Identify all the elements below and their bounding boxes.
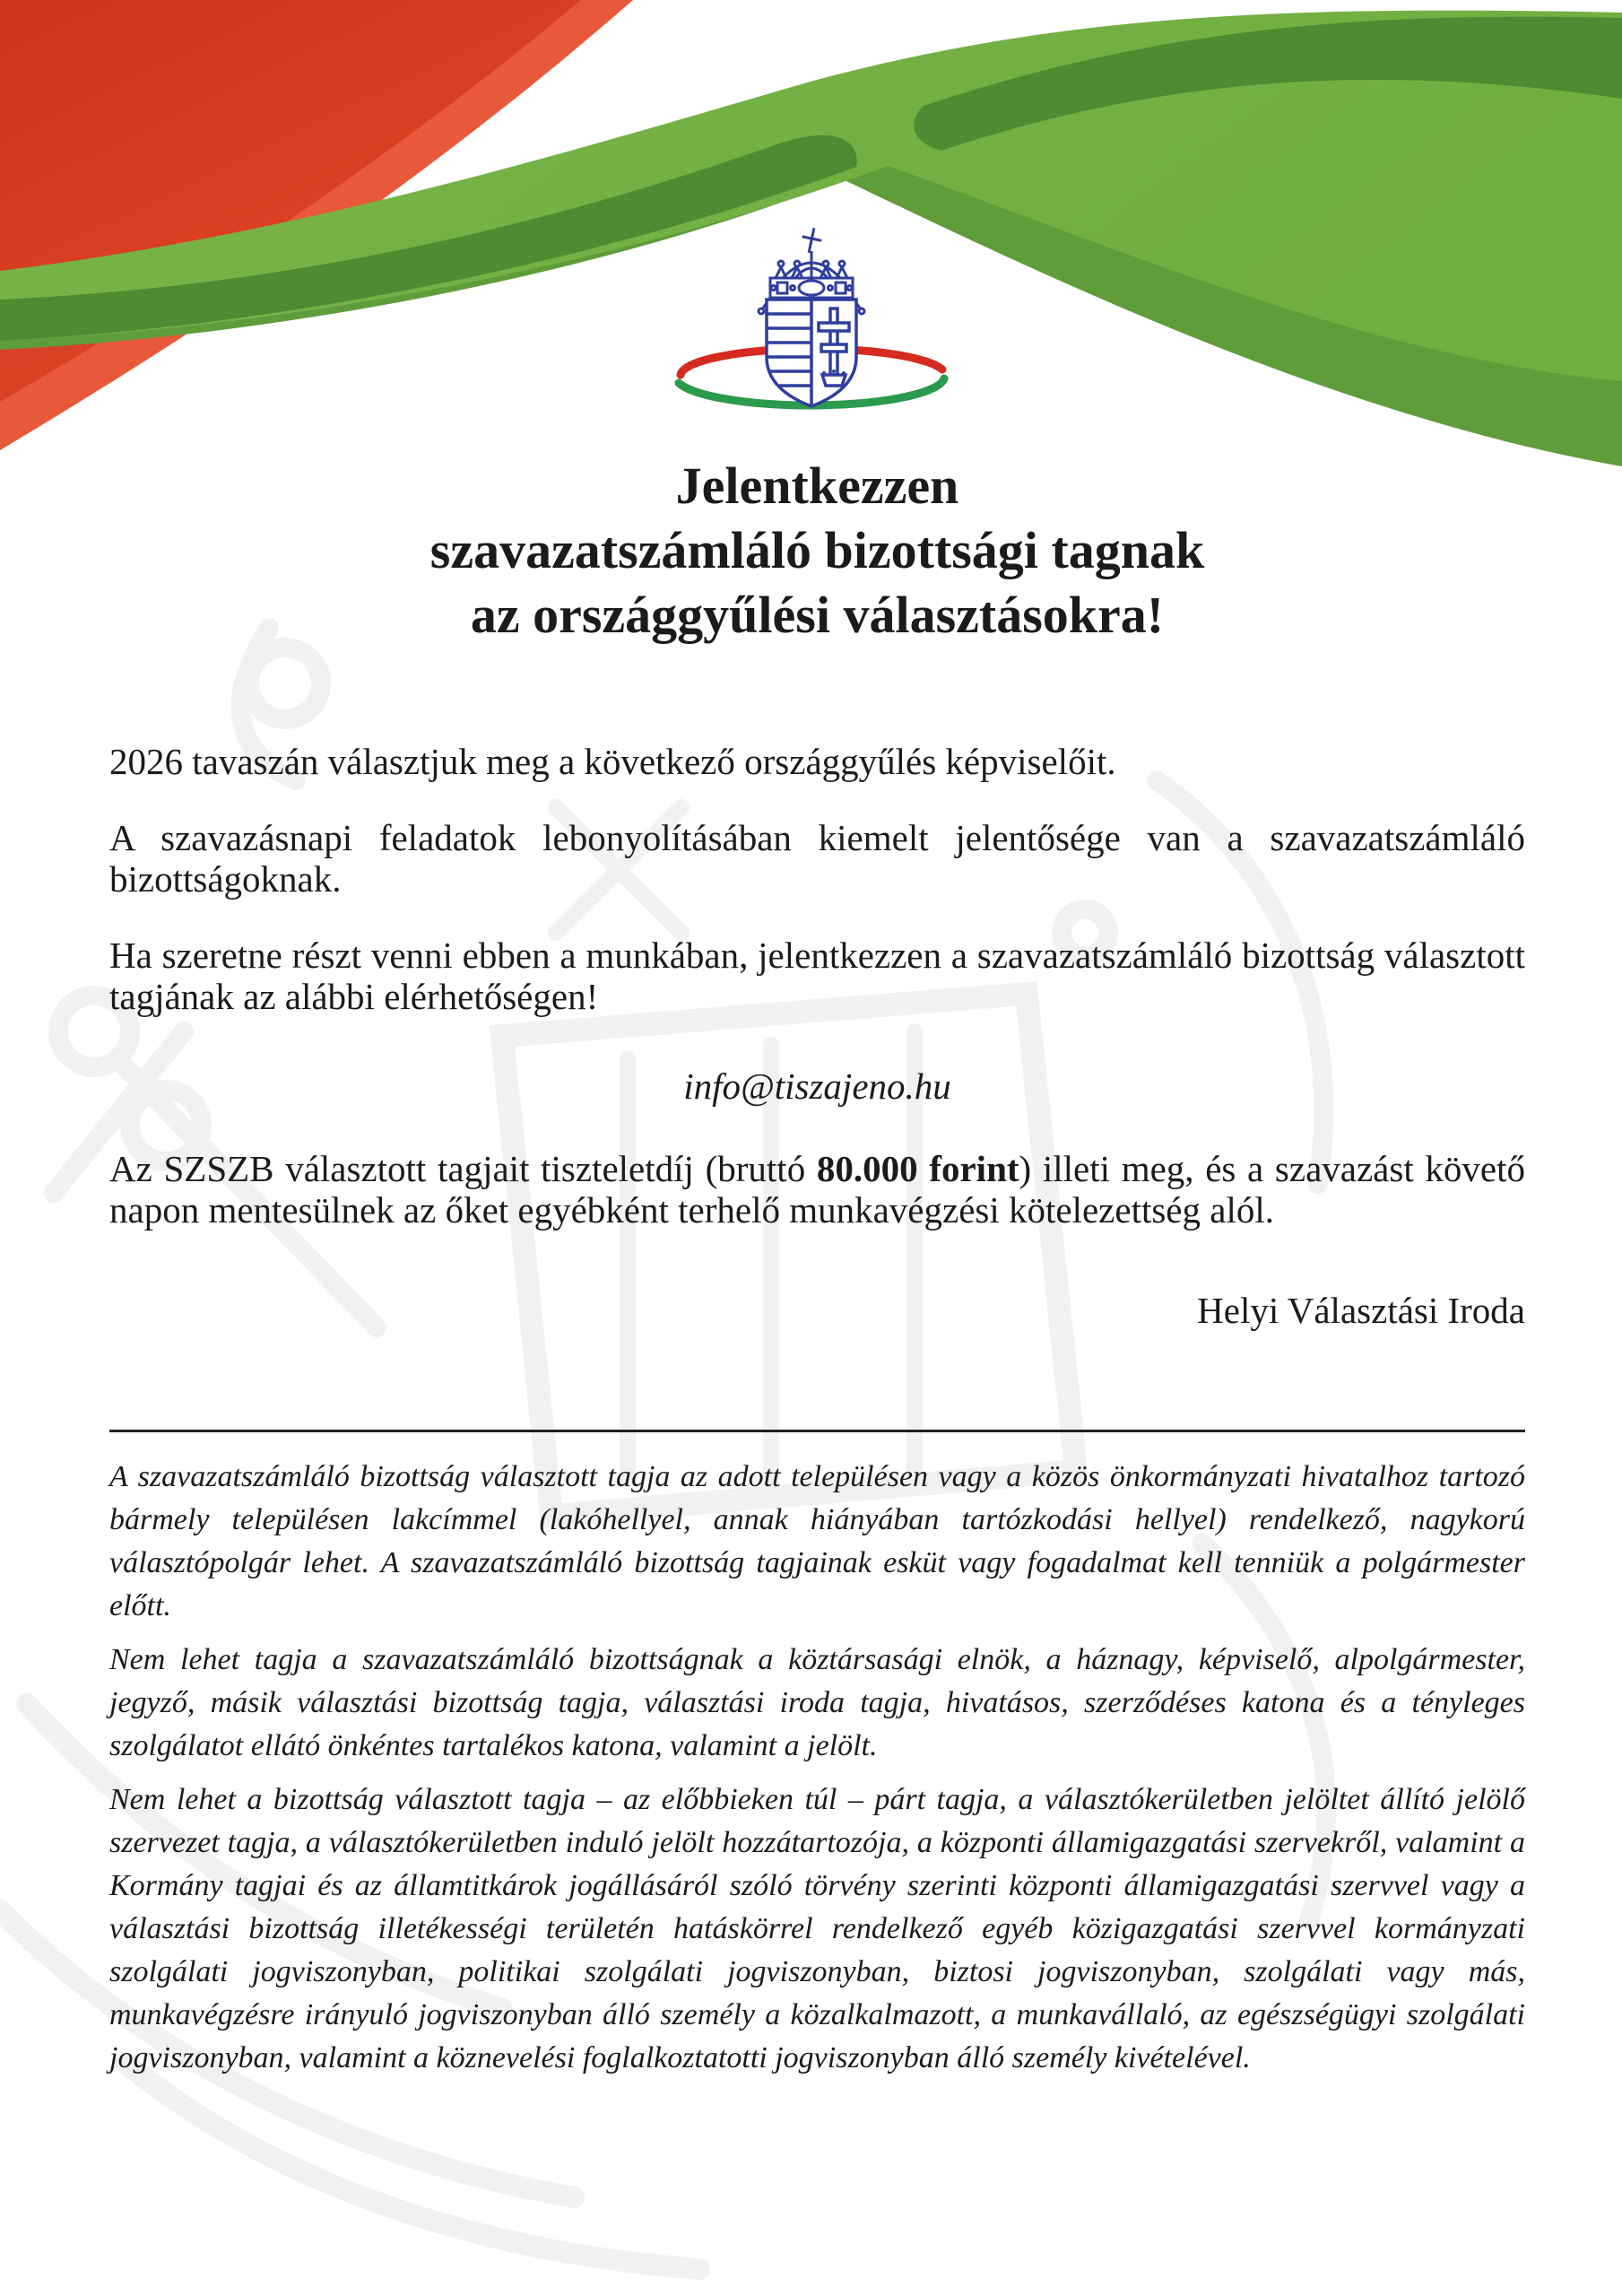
intro-paragraph-2: A szavazásnapi feladatok lebonyolításában kiemelt jelentősége van a szavazatszámláló bizottságoknak. [109, 817, 1525, 900]
footnote-paragraph-2: Nem lehet tagja a szavazatszámláló bizottságnak a köztársasági elnök, a háznagy, képviselő, alpolgármester, jegyző, másik választási bizottság tagja, választási iroda tagja, hivatásos, szerződéses katona és a tényleges szolgálatot ellátó önkéntes tartalékos katona, valamint a jelölt. [109, 1643, 1525, 1762]
email-text: info@tiszajeno.hu [683, 1065, 951, 1107]
footnote-paragraph-3: Nem lehet a bizottság választott tagja – az előbbieken túl – párt tagja, a választókerületben jelöltet állító jelölő szervezet tagja, a választókerületben induló jelölt hozzátartozója, a központi államigazgatási szervekről, valamint a Kormány tagjai és az államtitkárok jogállásáról szóló törvény szerinti központi államigazgatási szervvel vagy a választási bizottság illetékességi területén hatáskörrel rendelkező egyéb közigazgatási szervvel kormányzati szolgálati jogviszonyban, politikai szolgálati jogviszonyban, biztosi jogviszonyban, szolgálati vagy más, munkavégzésre irányuló jogviszonyban álló személy a közalkalmazott, a munkavállaló, az egészségügyi szolgálati jogviszonyban, valamint a köznevelési foglalkoztatotti jogviszonyban álló személy kivételével. [109, 1783, 1525, 2074]
title-line-2: szavazatszámláló bizottsági tagnak [429, 521, 1205, 579]
title-line-3: az országgyűlési választásokra! [470, 586, 1165, 644]
honorarium-amount: 80.000 forint [816, 1148, 1019, 1189]
honorarium-text-post: ) illeti meg, és a szavazást követő napon mentesülnek az őket egyébként terhelő munkavégzési kötelezettség alól. [109, 1148, 1525, 1231]
honorarium-paragraph [109, 1148, 1525, 1231]
page-title [109, 454, 1525, 648]
divider-rule [109, 1430, 1525, 1432]
honorarium-text-pre: Az SZSZB választott tagjait tiszteletdíj (bruttó [109, 1148, 817, 1189]
contact-email [109, 1065, 1525, 1107]
footnote-paragraph-1: A szavazatszámláló bizottság választott tagja az adott településen vagy a közös önkormányzati hivatalhoz tartozó bármely településen lakcímmel (lakóhellyel, annak hiányában tartózkodási hellyel) rendelkező, nagykorú választópolgár lehet. A szavazatszámláló bizottság tagjainak esküt vagy fogadalmat kell tenniük a polgármester előtt. [109, 1460, 1525, 1622]
title-line-1: Jelentkezzen [675, 457, 959, 515]
intro-paragraph-1: 2026 tavaszán választjuk meg a következő országgyűlés képviselőit. [109, 741, 1116, 782]
signature-text: Helyi Választási Iroda [1197, 1290, 1525, 1331]
intro-paragraph-3: Ha szeretne részt venni ebben a munkában, jelentkezzen a szavazatszámláló bizottság választott tagjának az alábbi elérhetőségen! [109, 935, 1525, 1017]
